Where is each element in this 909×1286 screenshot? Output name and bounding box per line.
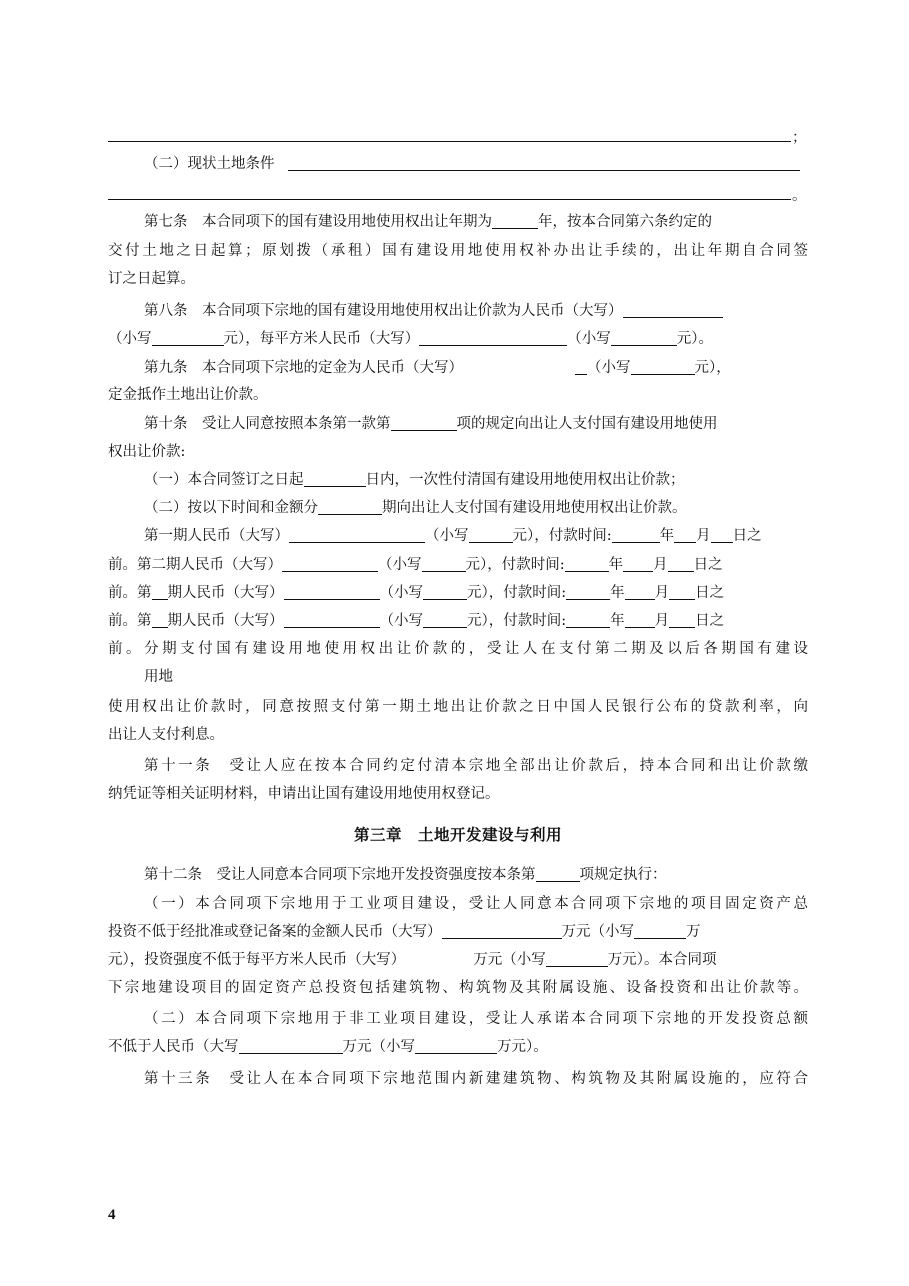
day-blank [711, 524, 733, 543]
day-blank [669, 609, 695, 628]
month-blank [625, 609, 655, 628]
amount-numeric-blank [422, 553, 466, 572]
interest-line-1: 前。分期支付国有建设用地使用权出让价款的，受让人在支付第二期及以后各期国有建设 [108, 641, 808, 657]
article-9-line-1: 第九条 本合同项下宗地的定金为人民币（大写） （小写 元）， [144, 354, 808, 382]
day-blank [669, 581, 695, 600]
article-12-item-2-line-2: 不低于人民币（大写 万元（小写 万元）。 [108, 1033, 808, 1061]
term-years-blank [492, 210, 538, 229]
article-8-line-1: 第八条 本合同项下宗地的国有建设用地使用权出让价款为人民币（大写） [144, 297, 808, 325]
blank-line [108, 199, 791, 200]
article-12-item-1-line-3: 元），投资强度不低于每平方米人民币（大写） 万元（小写 万元）。本合同项 [108, 946, 808, 974]
unit-price-numeric-blank [611, 327, 677, 346]
deposit-capital-blank [575, 356, 587, 375]
article-7-line-1: 第七条 本合同项下的国有建设用地使用权出让年期为 年，按本合同第六条约定的 [144, 208, 808, 236]
amount-numeric-blank [423, 609, 467, 628]
month-blank [674, 524, 696, 543]
month-blank [625, 581, 655, 600]
year-blank [565, 553, 609, 572]
article-10-item-2: （二）按以下时间和金额分 期向出让人支付国有建设用地使用权出让价款。 [144, 494, 808, 522]
article-8-line-2: （小写 元），每平方米人民币（大写） （小写 元）。 [108, 325, 808, 353]
total-investment-capital-blank [239, 1035, 343, 1054]
article-12-item-1-line-2: 投资不低于经批准或登记备案的金额人民币（大写） 万元（小写 万 [108, 918, 808, 946]
article-13-line-1: 第十三条 受让人在本合同项下宗地范围内新建建筑物、构筑物及其附属设施的，应符合 [144, 1071, 808, 1087]
article-9-line-2: 定金抵作土地出让价款。 [108, 387, 268, 403]
article-11-line-2: 纳凭证等相关证明材料，申请出让国有建设用地使用权登记。 [108, 786, 500, 802]
page-number: 4 [108, 1207, 116, 1223]
deposit-numeric-blank [631, 356, 695, 375]
period-number-blank [152, 609, 168, 628]
amount-capital-blank [289, 524, 425, 543]
payment-item-blank [391, 412, 457, 431]
article-10-line-2: 权出让价款: [108, 444, 186, 460]
article-12-line-1: 第十二条 受让人同意本合同项下宗地开发投资强度按本条第 项规定执行： [144, 861, 808, 889]
row-end-semicolon: ； [792, 130, 807, 146]
amount-capital-blank [284, 609, 380, 628]
year-blank [566, 581, 610, 600]
lump-sum-days-blank [304, 468, 366, 487]
amount-numeric-blank [423, 581, 467, 600]
intensity-numeric-blank [546, 948, 608, 967]
installment-row-2: 前。第二期人民币（大写） （小写 元），付款时间: 年 月 日之 [108, 551, 808, 579]
interest-line-2: 用地 [144, 669, 173, 685]
amount-capital-blank [284, 581, 380, 600]
price-capital-blank [623, 299, 723, 318]
year-blank [612, 524, 660, 543]
price-numeric-blank [152, 327, 224, 346]
article-7-line-2: 交付土地之日起算；原划拨（承租）国有建设用地使用权补办出让手续的，出让年期自合同签 [108, 243, 808, 259]
article-12-item-1-line-4: 下宗地建设项目的固定资产总投资包括建筑物、构筑物及其附属设施、设备投资和出让价款等。 [108, 980, 808, 996]
investment-numeric-blank [634, 920, 686, 939]
blank-line [288, 170, 800, 171]
unit-price-capital-blank [419, 327, 567, 346]
installment-row-1: 第一期人民币（大写） （小写 元），付款时间: 年 月 日之 [144, 522, 808, 550]
article-10-line-1: 第十条 受让人同意按照本条第一款第 项的规定向出让人支付国有建设用地使用 [144, 410, 808, 438]
total-investment-numeric-blank [415, 1035, 497, 1054]
amount-numeric-blank [469, 524, 513, 543]
article-10-item-1: （一）本合同签订之日起 日内，一次性付清国有建设用地使用权出让价款； [144, 466, 808, 494]
investment-item-blank [536, 863, 580, 882]
amount-capital-blank [282, 553, 378, 572]
installment-row-3: 前。第 期人民币（大写） （小写 元），付款时间: 年 月 日之 [108, 579, 808, 607]
article-12-item-2-line-1: （二）本合同项下宗地用于非工业项目建设，受让人承诺本合同项下宗地的开发投资总额 [144, 1011, 808, 1027]
day-blank [668, 553, 694, 572]
clause-6-2-label: （二）现状土地条件 [144, 156, 275, 172]
installment-count-blank [318, 496, 382, 515]
article-12-item-1-line-1: （一）本合同项下宗地用于工业项目建设，受让人同意本合同项下宗地的项目固定资产总 [144, 896, 808, 912]
installment-row-4: 前。第 期人民币（大写） （小写 元），付款时间: 年 月 日之 [108, 607, 808, 635]
month-blank [623, 553, 653, 572]
row-end-period: 。 [792, 188, 807, 204]
year-blank [566, 609, 610, 628]
chapter-heading: 第三章 土地开发建设与利用 [353, 825, 562, 844]
investment-capital-blank [442, 920, 562, 939]
period-number-blank [152, 581, 168, 600]
article-7-line-3: 订之日起算。 [108, 271, 195, 287]
article-11-line-1: 第十一条 受让人应在按本合同约定付清本宗地全部出让价款后，持本合同和出让价款缴 [144, 758, 808, 774]
interest-line-4: 出让人支付利息。 [108, 727, 224, 743]
interest-line-3: 使用权出让价款时，同意按照支付第一期土地出让价款之日中国人民银行公布的贷款利率，向 [108, 699, 808, 715]
blank-line [108, 141, 791, 142]
